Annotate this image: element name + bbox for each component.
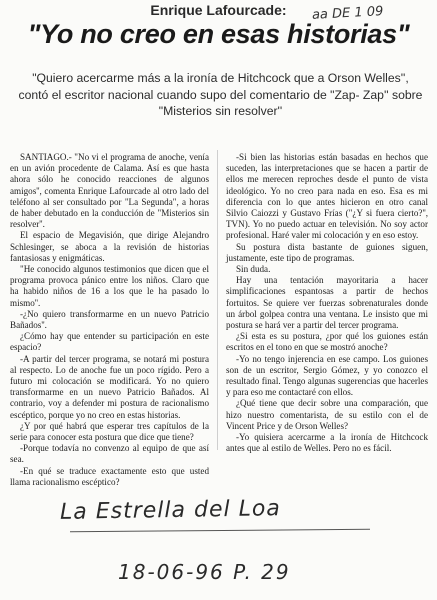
handwritten-date-page: 18-06-96 P. 29 — [118, 560, 291, 584]
paragraph: ¿Qué tiene que decir sobre una comparación, que hizo nuestro comentarista, de su estilo con el de Vincent Price y de Orson Welles? — [226, 398, 428, 431]
paragraph: SANTIAGO.- "No vi el programa de anoche, venía en un avión procedente de Calama. Así es que hasta ahora sólo he conocido reacciones de algunos amigos'', comenta Enrique Lafourcade al otro lado del teléfono al ser consultado por "La Segunda", a horas de haber debutado en la conducción de "Misterios sin resolver''. — [10, 152, 209, 230]
kicker: Enrique Lafourcade: — [150, 2, 287, 18]
column-gutter — [217, 150, 218, 450]
handwritten-source: La Estrella del Loa — [59, 496, 282, 525]
paragraph: -¿No quiero transformarme en un nuevo Patricio Bañados''. — [10, 308, 209, 331]
paragraph: -En qué se traduce exactamente esto que usted llama racionalismo escéptico? — [10, 465, 209, 487]
headline: "Yo no creo en esas historias" — [27, 19, 410, 49]
paragraph: -Si bien las historias están basadas en hechos que suceden, las interpretaciones que se hacen a partir de ellos me merecen reproches desde el punto de vista ideológico. Yo no creo para nada en eso. Esa es mi diferencia con lo que antes hicieron en otro canal Silvio Caiozzi y Gustavo Frías ("¿Y si fuera cierto?'', TVN). Yo no puedo actuar en televisión. No soy actor profesional. Haré valer mi colocación y en eso estoy. — [226, 152, 428, 241]
paragraph: -Porque todavía no convenzo al equipo de que así sea. — [10, 443, 209, 465]
paragraph: Su postura dista bastante de guiones siguen, justamente, este tipo de programas. — [226, 241, 428, 263]
paragraph: El espacio de Megavisión, que dirige Alejandro Schlesinger, se aboca a la revisión de historias fantasiosas y enigmáticas. — [10, 230, 209, 263]
paragraph: -Yo quisiera acercarme a la ironía de Hitchcock antes que al estilo de Welles. Pero no es fácil. — [226, 432, 428, 454]
paragraph: -A partir del tercer programa, se notará mi postura al respecto. Lo de anoche fue un poco rígido. Pero a futuro mi colocación se modificará. Yo no quiero transformarme en un nuevo Patricio Bañados. Al contrario, voy a defender mi postura de racionalismo escéptico, porque yo no creo en estas historias. — [10, 353, 209, 420]
lede: "Quiero acercarme más a la ironía de Hitchcock que a Orson Welles'', contó el escritor nacional cuando supo del comentario de "Zap- Zap'' sobre "Misterios sin resolver'' — [18, 71, 423, 119]
paragraph: -Yo no tengo injerencia en ese campo. Los guiones son de un escritor, Sergio Gómez, y yo conozco el resultado final. Tengo algunas sugerencias que hacerles y para eso me contactaré con ellos. — [226, 353, 428, 398]
handwritten-underline — [70, 529, 370, 533]
paragraph: ¿Si esta es su postura, ¿por qué los guiones están escritos en el tono en que se mostró anoche? — [226, 331, 428, 353]
paragraph: Sin duda. — [236, 264, 271, 275]
column-left — [10, 152, 209, 488]
paragraph: ¿Y por qué habrá que esperar tres capítulos de la serie para conocer esta postura que dice que tiene? — [10, 420, 209, 443]
paragraph: ¿Cómo hay que entender su participación en este espacio? — [10, 331, 209, 353]
paragraph: Hay una tentación mayoritaria a hacer simplificaciones espantosas a partir de hechos fortuitos. Se quiere ver fuerzas sobrenaturales donde un árbol golpea contra una ventana. Le insisto que mi postura se hará ver a partir del tercer programa. — [226, 275, 428, 331]
handwritten-archive-code: aa DE 1 09 — [311, 4, 384, 23]
column-right — [226, 152, 428, 454]
paragraph: "He conocido algunos testimonios que dicen que el programa provoca pánico entre los niños. Claro que ha habido niños de 16 a los que le ha pasado lo mismo''. — [10, 264, 209, 308]
